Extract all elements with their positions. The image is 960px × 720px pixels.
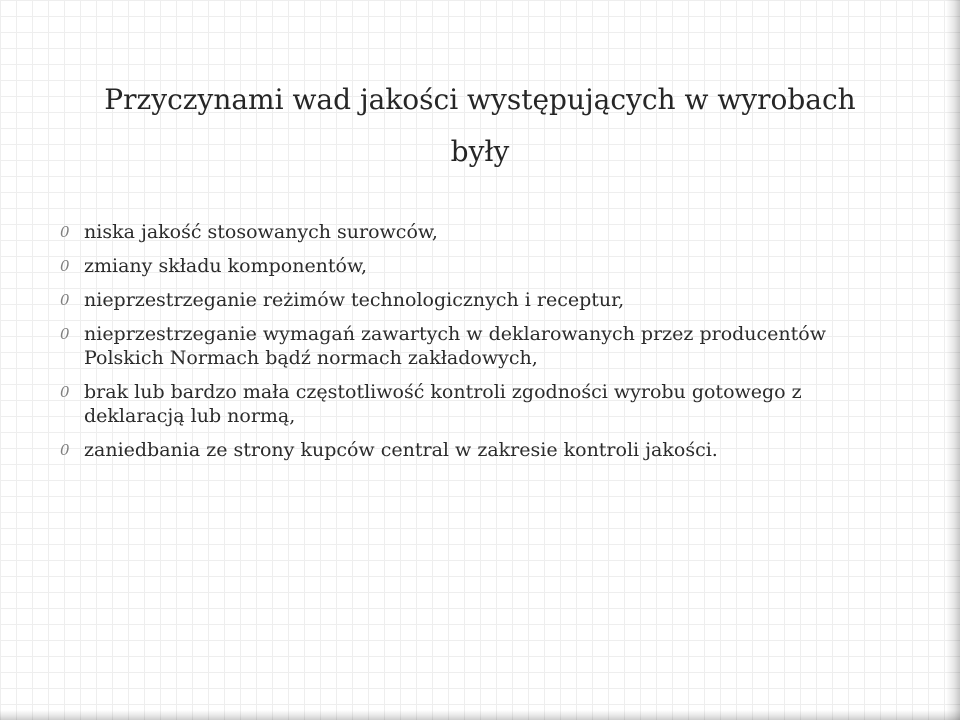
bullet-item — [60, 438, 890, 462]
bullet-text: niska jakość stosowanych surowców, — [84, 221, 438, 243]
bullet-item — [60, 288, 890, 312]
slide-title: Przyczynami wad jakości występujących w wyrobach były — [104, 83, 856, 168]
bullet-item — [60, 380, 890, 428]
bullet-marker: 0 — [60, 257, 70, 275]
page-edge-shadow-right — [946, 0, 960, 720]
bullet-text: nieprzestrzeganie reżimów technologicznych i receptur, — [84, 289, 625, 311]
bullet-text: zaniedbania ze strony kupców central w zakresie kontroli jakości. — [84, 439, 718, 461]
bullet-list — [60, 220, 890, 472]
bullet-text: zmiany składu komponentów, — [84, 255, 368, 277]
bullet-text: nieprzestrzeganie wymagań zawartych w deklarowanych przez producentów Polskich Normach bądź normach zakładowych, — [84, 323, 826, 369]
bullet-item — [60, 220, 890, 244]
page-edge-shadow-bottom — [0, 710, 960, 720]
bullet-marker: 0 — [60, 383, 70, 401]
bullet-marker: 0 — [60, 325, 70, 343]
bullet-marker: 0 — [60, 291, 70, 309]
bullet-text: brak lub bardzo mała częstotliwość kontroli zgodności wyrobu gotowego z deklaracją lub normą, — [84, 381, 802, 427]
bullet-marker: 0 — [60, 223, 70, 241]
bullet-marker: 0 — [60, 441, 70, 459]
bullet-item — [60, 254, 890, 278]
bullet-item — [60, 322, 890, 370]
